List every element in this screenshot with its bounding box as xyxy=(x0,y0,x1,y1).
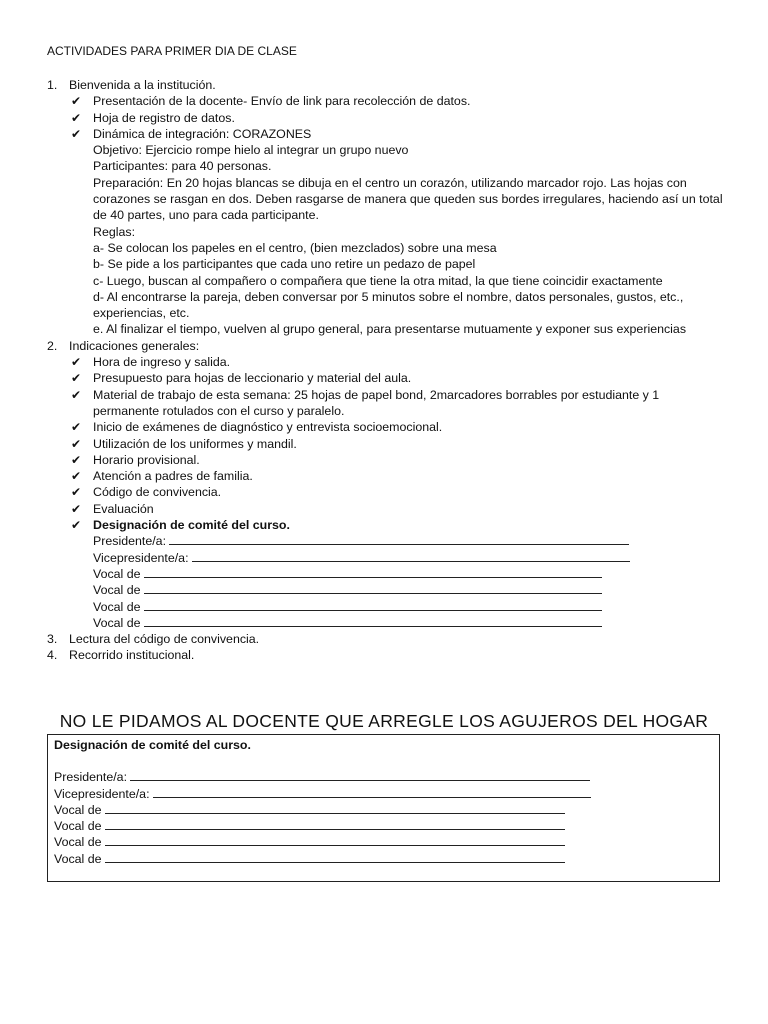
checklist-item: ✔ Hoja de registro de datos. xyxy=(71,110,235,125)
checklist-item: ✔ Horario provisional. xyxy=(71,452,200,467)
blank-line[interactable] xyxy=(192,551,630,562)
dynamic-preparation: Preparación: En 20 hojas blancas se dibuja en el centro un corazón, utilizando marcador rojo. Las hojas con corazones se rasgan en dos. Deben rasgarse de manera que queden sus bordes irregulares, haciendo así un total de 40 partes, uno para cada participante. xyxy=(93,175,723,223)
vice-president-field[interactable]: Vicepresidente/a: xyxy=(54,786,713,802)
blank-line[interactable] xyxy=(144,616,602,627)
blank-line[interactable] xyxy=(169,534,629,545)
blank-line[interactable] xyxy=(144,567,602,578)
checkmark-icon: ✔ xyxy=(71,355,82,370)
checklist-item: ✔ Evaluación xyxy=(71,501,154,516)
dynamic-rules-heading: Reglas: xyxy=(93,224,136,239)
checklist-item: ✔ Presentación de la docente- Envío de link para recolección de datos. xyxy=(71,94,471,109)
checkmark-icon: ✔ xyxy=(71,110,82,125)
vocal-field[interactable]: Vocal de xyxy=(54,818,713,834)
vocal-field[interactable]: Vocal de xyxy=(54,802,713,818)
checkmark-icon: ✔ xyxy=(71,452,82,467)
dynamic-objective: Objetivo: Ejercicio rompe hielo al integrar un grupo nuevo xyxy=(93,143,409,158)
checkmark-icon: ✔ xyxy=(71,518,82,533)
vocal-field[interactable]: Vocal de xyxy=(54,851,713,867)
checkmark-icon: ✔ xyxy=(71,501,82,516)
activity-list xyxy=(47,77,727,664)
dynamic-rule-d: d- Al encontrarse la pareja, deben conversar por 5 minutos sobre el nombre, datos personales, gustos, etc., experiencias, etc. xyxy=(93,289,684,321)
checklist-item: ✔ Utilización de los uniformes y mandil. xyxy=(71,436,297,451)
checkmark-icon: ✔ xyxy=(71,485,82,500)
checkmark-icon: ✔ xyxy=(71,387,82,402)
committee-box xyxy=(47,734,720,882)
list-item xyxy=(47,631,727,647)
item-text: Indicaciones generales: xyxy=(69,338,200,353)
dynamic-rule-c: c- Luego, buscan al compañero o compañera que tiene la otra mitad, la que tiene coincidir exactamente xyxy=(93,273,663,288)
blank-line[interactable] xyxy=(144,583,602,594)
item-number: 2. xyxy=(47,338,58,353)
blank-line[interactable] xyxy=(144,600,602,611)
checklist xyxy=(69,93,727,142)
checklist xyxy=(69,354,727,533)
president-field[interactable]: Presidente/a: xyxy=(69,533,727,549)
checkmark-icon: ✔ xyxy=(71,469,82,484)
vocal-field[interactable]: Vocal de xyxy=(69,599,727,615)
president-field[interactable]: Presidente/a: xyxy=(54,769,713,785)
blank-line[interactable] xyxy=(105,803,565,814)
item-number: 3. xyxy=(47,632,58,647)
vocal-field[interactable]: Vocal de xyxy=(69,566,727,582)
blank-line[interactable] xyxy=(105,852,565,863)
checklist-item xyxy=(69,517,727,533)
list-item xyxy=(47,647,727,663)
checkmark-icon: ✔ xyxy=(71,126,82,141)
item-text: Recorrido institucional. xyxy=(69,648,195,663)
checkmark-icon: ✔ xyxy=(71,94,82,109)
blank-line[interactable] xyxy=(153,787,591,798)
committee-box-heading: Designación de comité del curso. xyxy=(54,738,251,752)
banner-heading: NO LE PIDAMOS AL DOCENTE QUE ARREGLE LOS AGUJEROS DEL HOGAR xyxy=(59,711,709,731)
item-number: 4. xyxy=(47,648,58,663)
dynamic-rule-a: a- Se colocan los papeles en el centro, (bien mezclados) sobre una mesa xyxy=(93,240,497,255)
dynamic-rule-b: b- Se pide a los participantes que cada uno retire un pedazo de papel xyxy=(93,257,476,272)
item-text: Lectura del código de convivencia. xyxy=(69,632,260,647)
checkmark-icon: ✔ xyxy=(71,420,82,435)
item-text: Bienvenida a la institución. xyxy=(69,78,216,92)
checklist-item: ✔ Código de convivencia. xyxy=(71,485,222,500)
checkmark-icon: ✔ xyxy=(71,371,82,386)
checklist-item: ✔ Presupuesto para hojas de leccionario y material del aula. xyxy=(71,371,412,386)
checklist-item: ✔ Hora de ingreso y salida. xyxy=(71,355,231,370)
vocal-field[interactable]: Vocal de xyxy=(69,582,727,598)
spacer xyxy=(54,753,713,769)
blank-line[interactable] xyxy=(105,835,565,846)
vocal-field[interactable]: Vocal de xyxy=(69,615,727,631)
vocal-field[interactable]: Vocal de xyxy=(54,834,713,850)
list-item xyxy=(47,338,727,631)
committee-heading: Designación de comité del curso. xyxy=(93,518,290,533)
dynamic-participants: Participantes: para 40 personas. xyxy=(93,159,272,174)
vice-president-field[interactable]: Vicepresidente/a: xyxy=(69,550,727,566)
checklist-item: ✔ Dinámica de integración: CORAZONES xyxy=(71,126,312,141)
checkmark-icon: ✔ xyxy=(71,436,82,451)
list-item xyxy=(47,77,727,338)
checklist-item: ✔ Atención a padres de familia. xyxy=(71,469,253,484)
dynamic-rule-e: e. Al finalizar el tiempo, vuelven al grupo general, para presentarse mutuamente y exponer sus experiencias xyxy=(93,322,687,337)
blank-line[interactable] xyxy=(130,770,590,781)
blank-line[interactable] xyxy=(105,819,565,830)
checklist-item: ✔ Material de trabajo de esta semana: 25 hojas de papel bond, 2marcadores borrables por estudiante y 1 permanente rotulados con el curso y paralelo. xyxy=(71,387,660,418)
document-title: ACTIVIDADES PARA PRIMER DIA DE CLASE xyxy=(47,44,297,58)
checklist-item: ✔ Inicio de exámenes de diagnóstico y entrevista socioemocional. xyxy=(71,420,443,435)
item-number: 1. xyxy=(47,78,58,92)
